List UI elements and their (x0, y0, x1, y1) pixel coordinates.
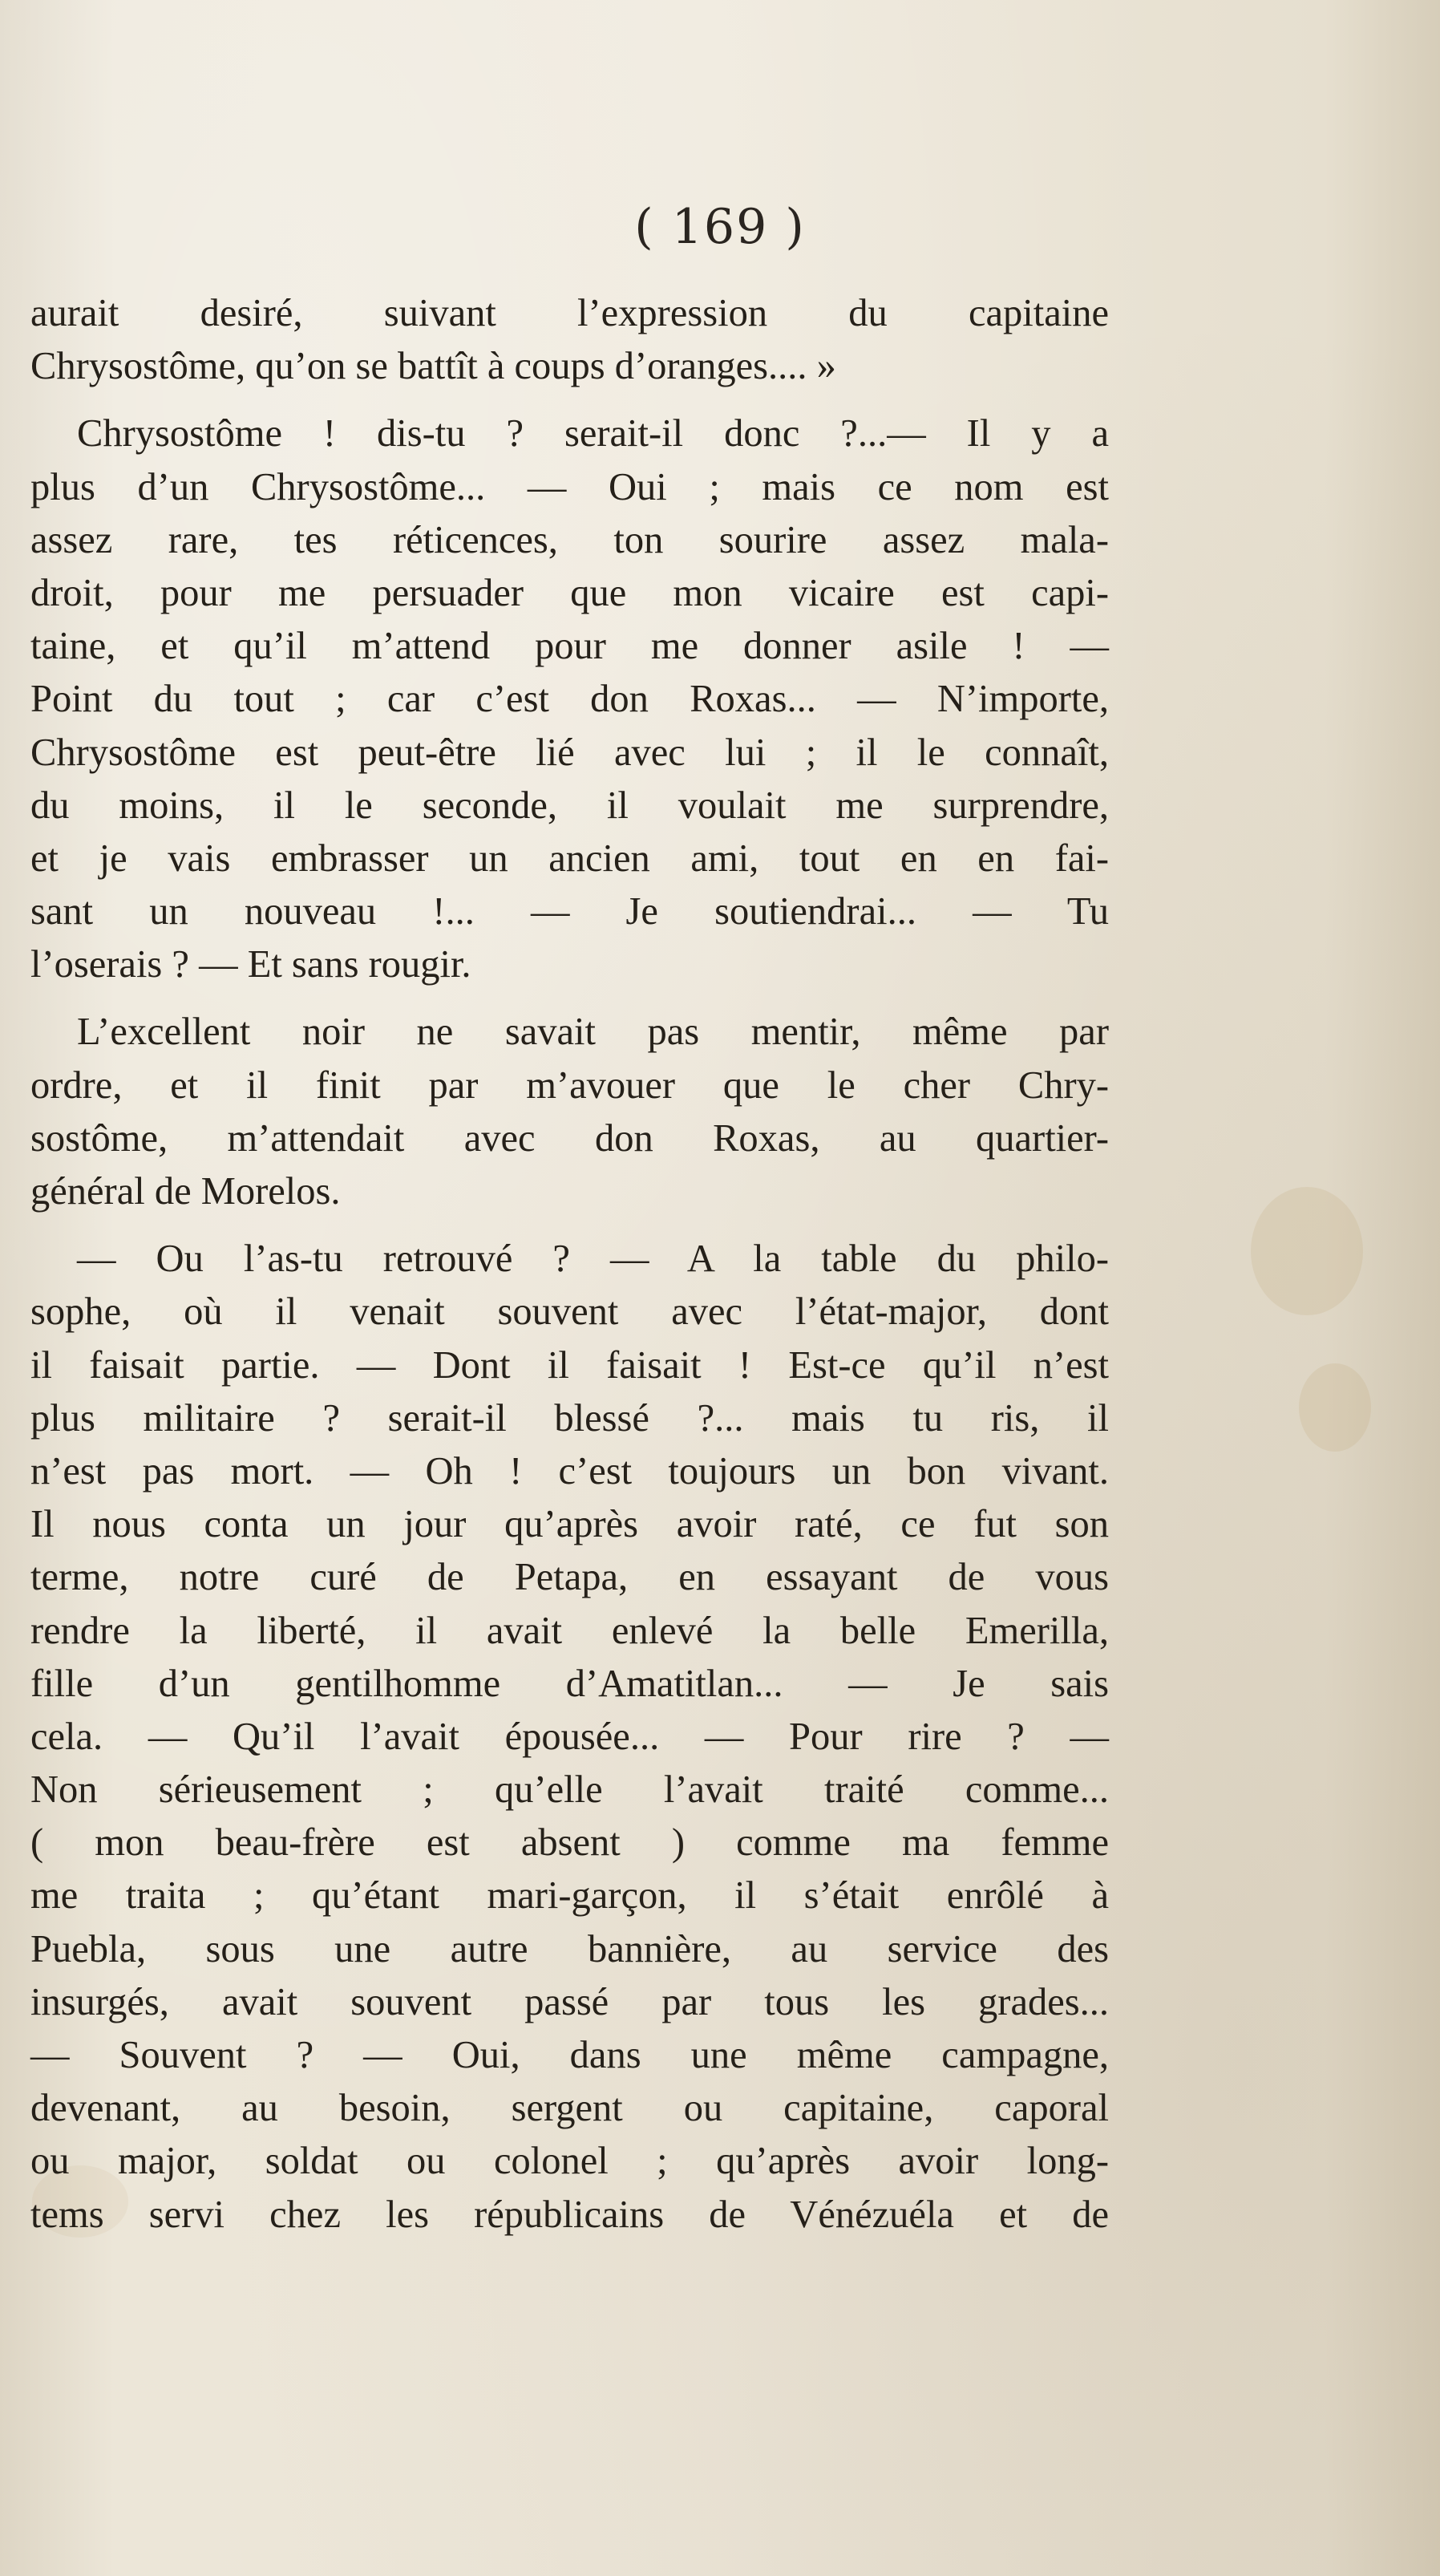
paragraph-gap (30, 991, 1109, 1006)
text-line: plus d’un Chrysostôme... — Oui ; mais ce nom est (30, 465, 1109, 508)
text-line: Chrysostôme est peut-être lié avec lui ; il le connaît, (30, 731, 1109, 774)
text-line: sant un nouveau !... — Je soutiendrai... — Tu (30, 890, 1109, 934)
text-line: cela. — Qu’il l’avait épousée... — Pour rire ? — (30, 1715, 1109, 1758)
text-line: rendre la liberté, il avait enlevé la belle Emerilla, (30, 1609, 1109, 1652)
text-line: insurgés, avait souvent passé par tous les grades... (30, 1980, 1109, 2023)
text-line: il faisait partie. — Dont il faisait ! Est-ce qu’il n’est (30, 1343, 1109, 1387)
text-line: fille d’un gentilhomme d’Amatitlan... — Je sais (30, 1662, 1109, 1705)
text-line: n’est pas mort. — Oh ! c’est toujours un bon vivant. (30, 1449, 1109, 1493)
paper-stain (1251, 1187, 1363, 1315)
text-line: droit, pour me persuader que mon vicaire est capi- (30, 571, 1109, 614)
text-line: l’oserais ? — Et sans rougir. (30, 943, 471, 986)
text-line: L’excellent noir ne savait pas mentir, même par (77, 1011, 1109, 1054)
text-line: sophe, où il venait souvent avec l’état-major, dont (30, 1290, 1109, 1334)
page-number: ( 169 ) (634, 199, 806, 255)
text-line: ordre, et il finit par m’avouer que le cher Chry- (30, 1063, 1109, 1107)
text-line: plus militaire ? serait-il blessé ?... mais tu ris, il (30, 1396, 1109, 1440)
paper-stain (1299, 1363, 1371, 1452)
text-line: Chrysostôme, qu’on se battît à coups d’oranges.... » (30, 345, 836, 388)
text-line: tems servi chez les républicains de Vénézuéla et de (30, 2193, 1109, 2236)
text-line: terme, notre curé de Petapa, en essayant de vous (30, 1556, 1109, 1599)
paragraph-gap (30, 1218, 1109, 1233)
text-line: ( mon beau-frère est absent ) comme ma femme (30, 1821, 1109, 1865)
text-line: assez rare, tes réticences, ton sourire assez mala- (30, 518, 1109, 561)
text-line: Point du tout ; car c’est don Roxas... — N’importe, (30, 678, 1109, 721)
text-line: devenant, au besoin, sergent ou capitaine, caporal (30, 2087, 1109, 2130)
paragraph-gap (30, 393, 1109, 407)
text-line: aurait desiré, suivant l’expression du capitaine (30, 292, 1109, 334)
text-line: — Ou l’as-tu retrouvé ? — A la table du philo- (77, 1237, 1109, 1281)
text-line: Il nous conta un jour qu’après avoir raté, ce fut son (30, 1503, 1109, 1546)
body-text (30, 287, 1109, 2242)
text-line: général de Morelos. (30, 1170, 341, 1213)
text-line: — Souvent ? — Oui, dans une même campagne, (30, 2034, 1109, 2076)
text-line: du moins, il le seconde, il voulait me surprendre, (30, 784, 1109, 827)
text-line: taine, et qu’il m’attend pour me donner asile ! — (30, 625, 1109, 668)
text-line: Chrysostôme ! dis-tu ? serait-il donc ?...— Il y a (77, 412, 1109, 456)
text-line: sostôme, m’attendait avec don Roxas, au quartier- (30, 1116, 1109, 1160)
text-line: et je vais embrasser un ancien ami, tout en en fai- (30, 836, 1109, 880)
text-line: Puebla, sous une autre bannière, au service des (30, 1927, 1109, 1970)
text-line: ou major, soldat ou colonel ; qu’après avoir long- (30, 2140, 1109, 2183)
text-line: Non sérieusement ; qu’elle l’avait traité comme... (30, 1768, 1109, 1812)
text-line: me traita ; qu’étant mari-garçon, il s’était enrôlé à (30, 1874, 1109, 1918)
